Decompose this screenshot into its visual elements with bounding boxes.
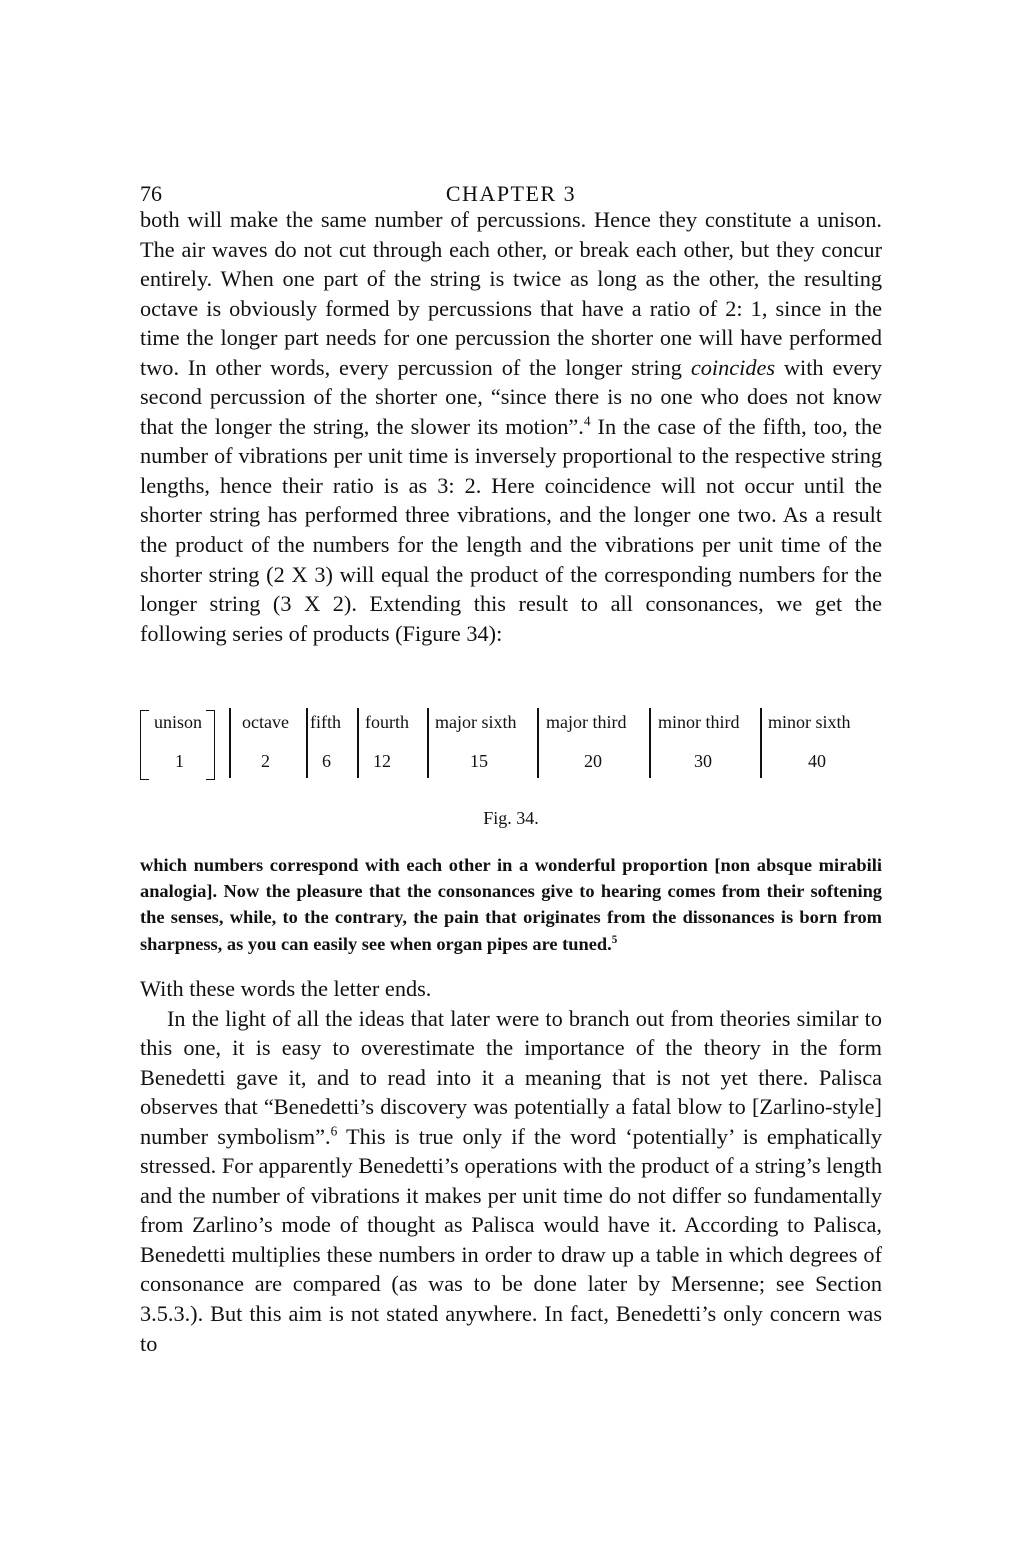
column-divider: [357, 708, 359, 778]
column-divider: [760, 708, 762, 778]
interval-name: octave: [242, 712, 289, 732]
interval-name: unison: [154, 712, 203, 732]
body-text-segment: both will make the same number of percussions. Hence they constitute a unison. The air waves do not cut through each other, or break each other, but they concur entirely. When one part of the string is twice as long as the other, the resulting octave is obviously formed by percussions that have a ratio of 2: 1, since in the time the longer part needs for one percussion the shorter one will have performed two. In other words, every percussion of the longer string: [140, 207, 882, 380]
interval-product: 1: [175, 751, 184, 771]
column-divider: [649, 708, 651, 778]
italic-term: coincides: [690, 354, 776, 380]
block-quote: [140, 852, 882, 957]
continuation-text: [140, 974, 882, 1358]
body-paragraph: [140, 1004, 882, 1359]
interval-product: 20: [584, 751, 602, 771]
interval-name: minor sixth: [768, 712, 851, 732]
body-text-segment: In the light of all the ideas that later were to branch out from theories similar to this one, it is easy to overestimate the importance of the theory in the form Benedetti gave it, and to read into it a meaning that is not yet there. Palisca observes that “Benedetti’s discovery was potentially a fatal blow to [Zarlino-style] number symbolism”.: [140, 1005, 882, 1149]
body-text-segment: In the case of the fifth, too, the number of vibrations per unit time is inversely proportional to the respective string lengths, hence their ratio is as 3: 2. Here coincidence will not occur until the shorter string has performed three vibrations, and the longer one two. As a result the product of the numbers for the length and the vibrations per unit time of the shorter string (2 X 3) will equal the product of the corresponding numbers for the longer string (3 X 2). Extending this result to all consonances, we get the following series of products (Figure 34):: [140, 413, 882, 646]
closing-sentence: With these words the letter ends.: [140, 976, 432, 1001]
interval-product: 2: [261, 751, 270, 771]
body-paragraph: [140, 205, 882, 648]
footnote-marker[interactable]: 6: [330, 1123, 338, 1139]
column-divider: [306, 708, 308, 778]
figure-caption: Fig. 34.: [483, 808, 539, 828]
footnote-marker[interactable]: 4: [583, 413, 591, 429]
interval-product: 30: [694, 751, 712, 771]
interval-name: fourth: [365, 712, 409, 732]
body-text-segment: This is true only if the word ‘potentially’ is emphatically stressed. For apparently Benedetti’s operations with the product of a string’s length and the number of vibrations it makes per unit time do not differ so fundamentally from Zarlino’s mode of thought as Palisca would have it. According to Palisca, Benedetti multiplies these numbers in order to draw up a table in which degrees of consonance are compared (as was to be done later by Mersenne; see Section 3.5.3.). But this aim is not stated anywhere. In fact, Benedetti’s only concern was to: [140, 1123, 883, 1356]
bracket-left: [140, 710, 149, 780]
column-divider: [427, 708, 429, 778]
interval-product: 6: [322, 751, 331, 771]
quote-text: which numbers correspond with each other in a wonderful proportion [non absque mirabili analogia]. Now the pleasure that the consonances give to hearing comes from their softening the senses, while, to the contrary, the pain that originates from the dissonances is born from sharpness, as you can easily see when organ pipes are tuned.: [140, 855, 882, 954]
book-page: [140, 0, 882, 1541]
running-head: CHAPTER 3: [445, 181, 577, 206]
figure-34: [140, 704, 882, 834]
column-divider: [229, 708, 231, 778]
interval-product: 40: [808, 751, 826, 771]
column-divider: [537, 708, 539, 778]
footnote-marker[interactable]: 5: [611, 933, 618, 946]
interval-product: 15: [470, 751, 488, 771]
bracket-right: [206, 710, 215, 780]
interval-product: 12: [373, 751, 391, 771]
page-number: 76: [140, 181, 162, 206]
interval-name: major sixth: [435, 712, 517, 732]
body-text-segment: with every second percussion of the shorter one, “since there is no one who does not know that the longer the string, the slower its motion”.: [140, 354, 882, 439]
interval-name: fifth: [310, 712, 341, 732]
interval-name: minor third: [658, 712, 740, 732]
interval-name: major third: [546, 712, 627, 732]
